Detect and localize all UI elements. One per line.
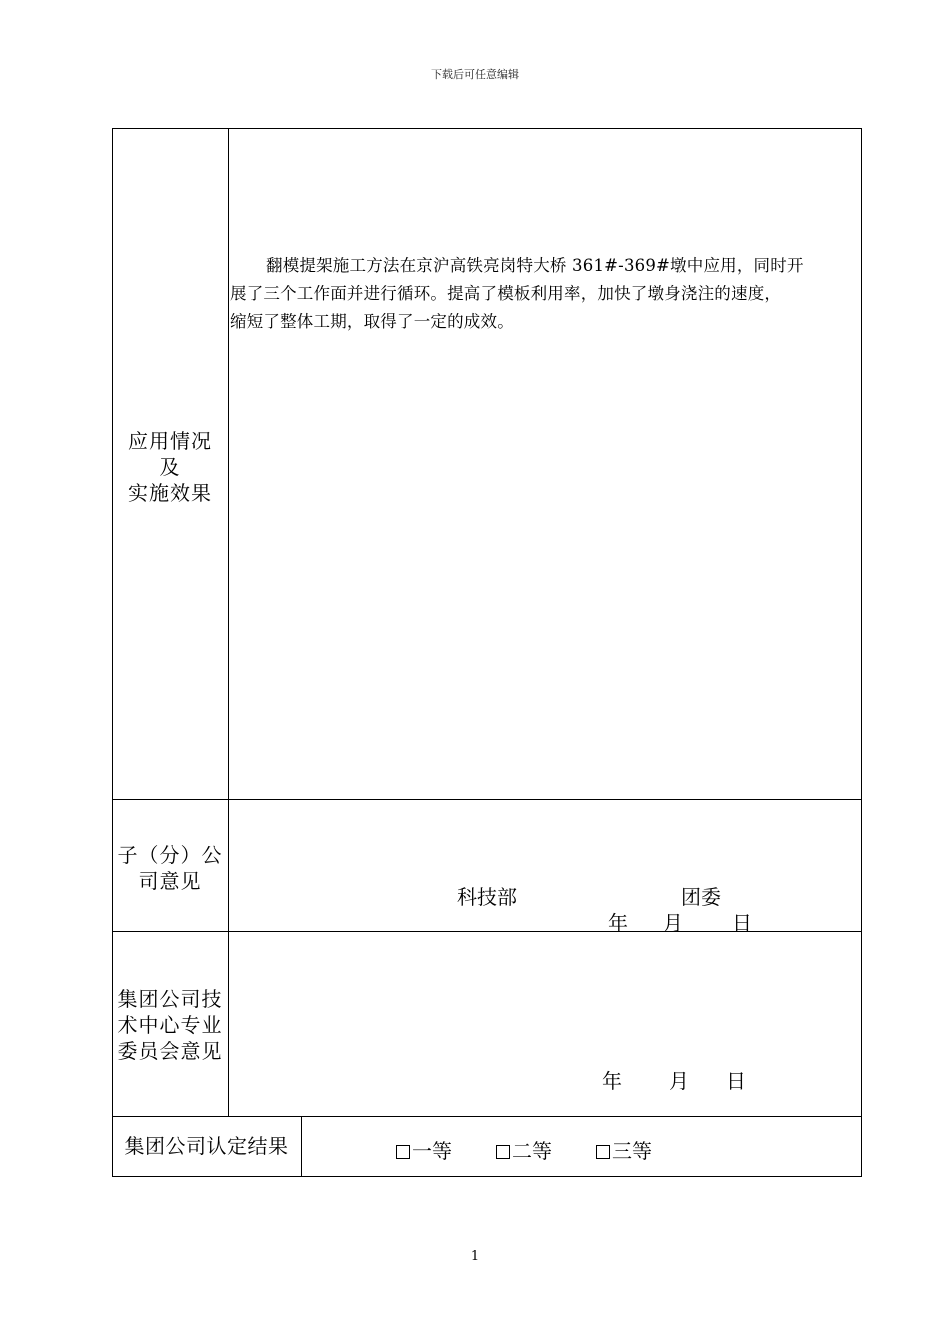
subsidiary-label <box>112 842 228 894</box>
subsidiary-year: 年 <box>608 911 628 935</box>
application-label-line: 应用情况 <box>128 429 212 453</box>
dept-youth-signature: 团委 <box>681 885 721 909</box>
committee-year: 年 <box>602 1069 622 1093</box>
grade-option-first[interactable] <box>396 1135 452 1164</box>
column-divider-main <box>228 128 229 1116</box>
grade-label-second: 二等 <box>512 1139 552 1163</box>
result-label: 集团公司认定结果 <box>124 1134 289 1158</box>
content-line-text: 翻模提架施工方法在京沪高铁亮岗特大桥 361#-369#墩中应用，同时开 <box>266 256 804 275</box>
subsidiary-label-line: 子（分）公 <box>117 843 223 867</box>
grade-label-first: 一等 <box>412 1139 452 1163</box>
page-header-note: 下载后可任意编辑 <box>431 68 519 81</box>
content-line <box>230 252 862 280</box>
committee-month: 月 <box>669 1069 689 1093</box>
grade-option-second[interactable] <box>496 1135 552 1164</box>
application-label-line: 及 <box>159 455 181 479</box>
committee-label-line: 术中心专业 <box>117 1013 223 1037</box>
application-content <box>230 252 862 336</box>
committee-label-line: 集团公司技 <box>117 987 223 1011</box>
row-divider-3 <box>112 1116 862 1117</box>
subsidiary-month: 月 <box>663 911 683 935</box>
checkbox-third[interactable] <box>596 1145 610 1159</box>
application-label-line: 实施效果 <box>128 481 212 505</box>
application-label <box>112 428 228 506</box>
committee-day: 日 <box>726 1069 746 1093</box>
checkbox-first[interactable] <box>396 1145 410 1159</box>
page-number: 1 <box>470 1249 480 1264</box>
checkbox-second[interactable] <box>496 1145 510 1159</box>
row-divider-1 <box>112 799 862 800</box>
subsidiary-day: 日 <box>732 911 752 935</box>
dept-tech-signature: 科技部 <box>457 885 517 909</box>
subsidiary-label-line: 司意见 <box>138 869 202 893</box>
committee-label-line: 委员会意见 <box>117 1039 223 1063</box>
committee-label <box>112 986 228 1064</box>
column-divider-result <box>301 1116 302 1177</box>
grade-label-third: 三等 <box>612 1139 652 1163</box>
content-line: 展了三个工作面并进行循环。提高了模板利用率，加快了墩身浇注的速度， <box>230 284 782 303</box>
grade-option-third[interactable] <box>596 1135 652 1164</box>
content-line: 缩短了整体工期，取得了一定的成效。 <box>230 312 514 331</box>
